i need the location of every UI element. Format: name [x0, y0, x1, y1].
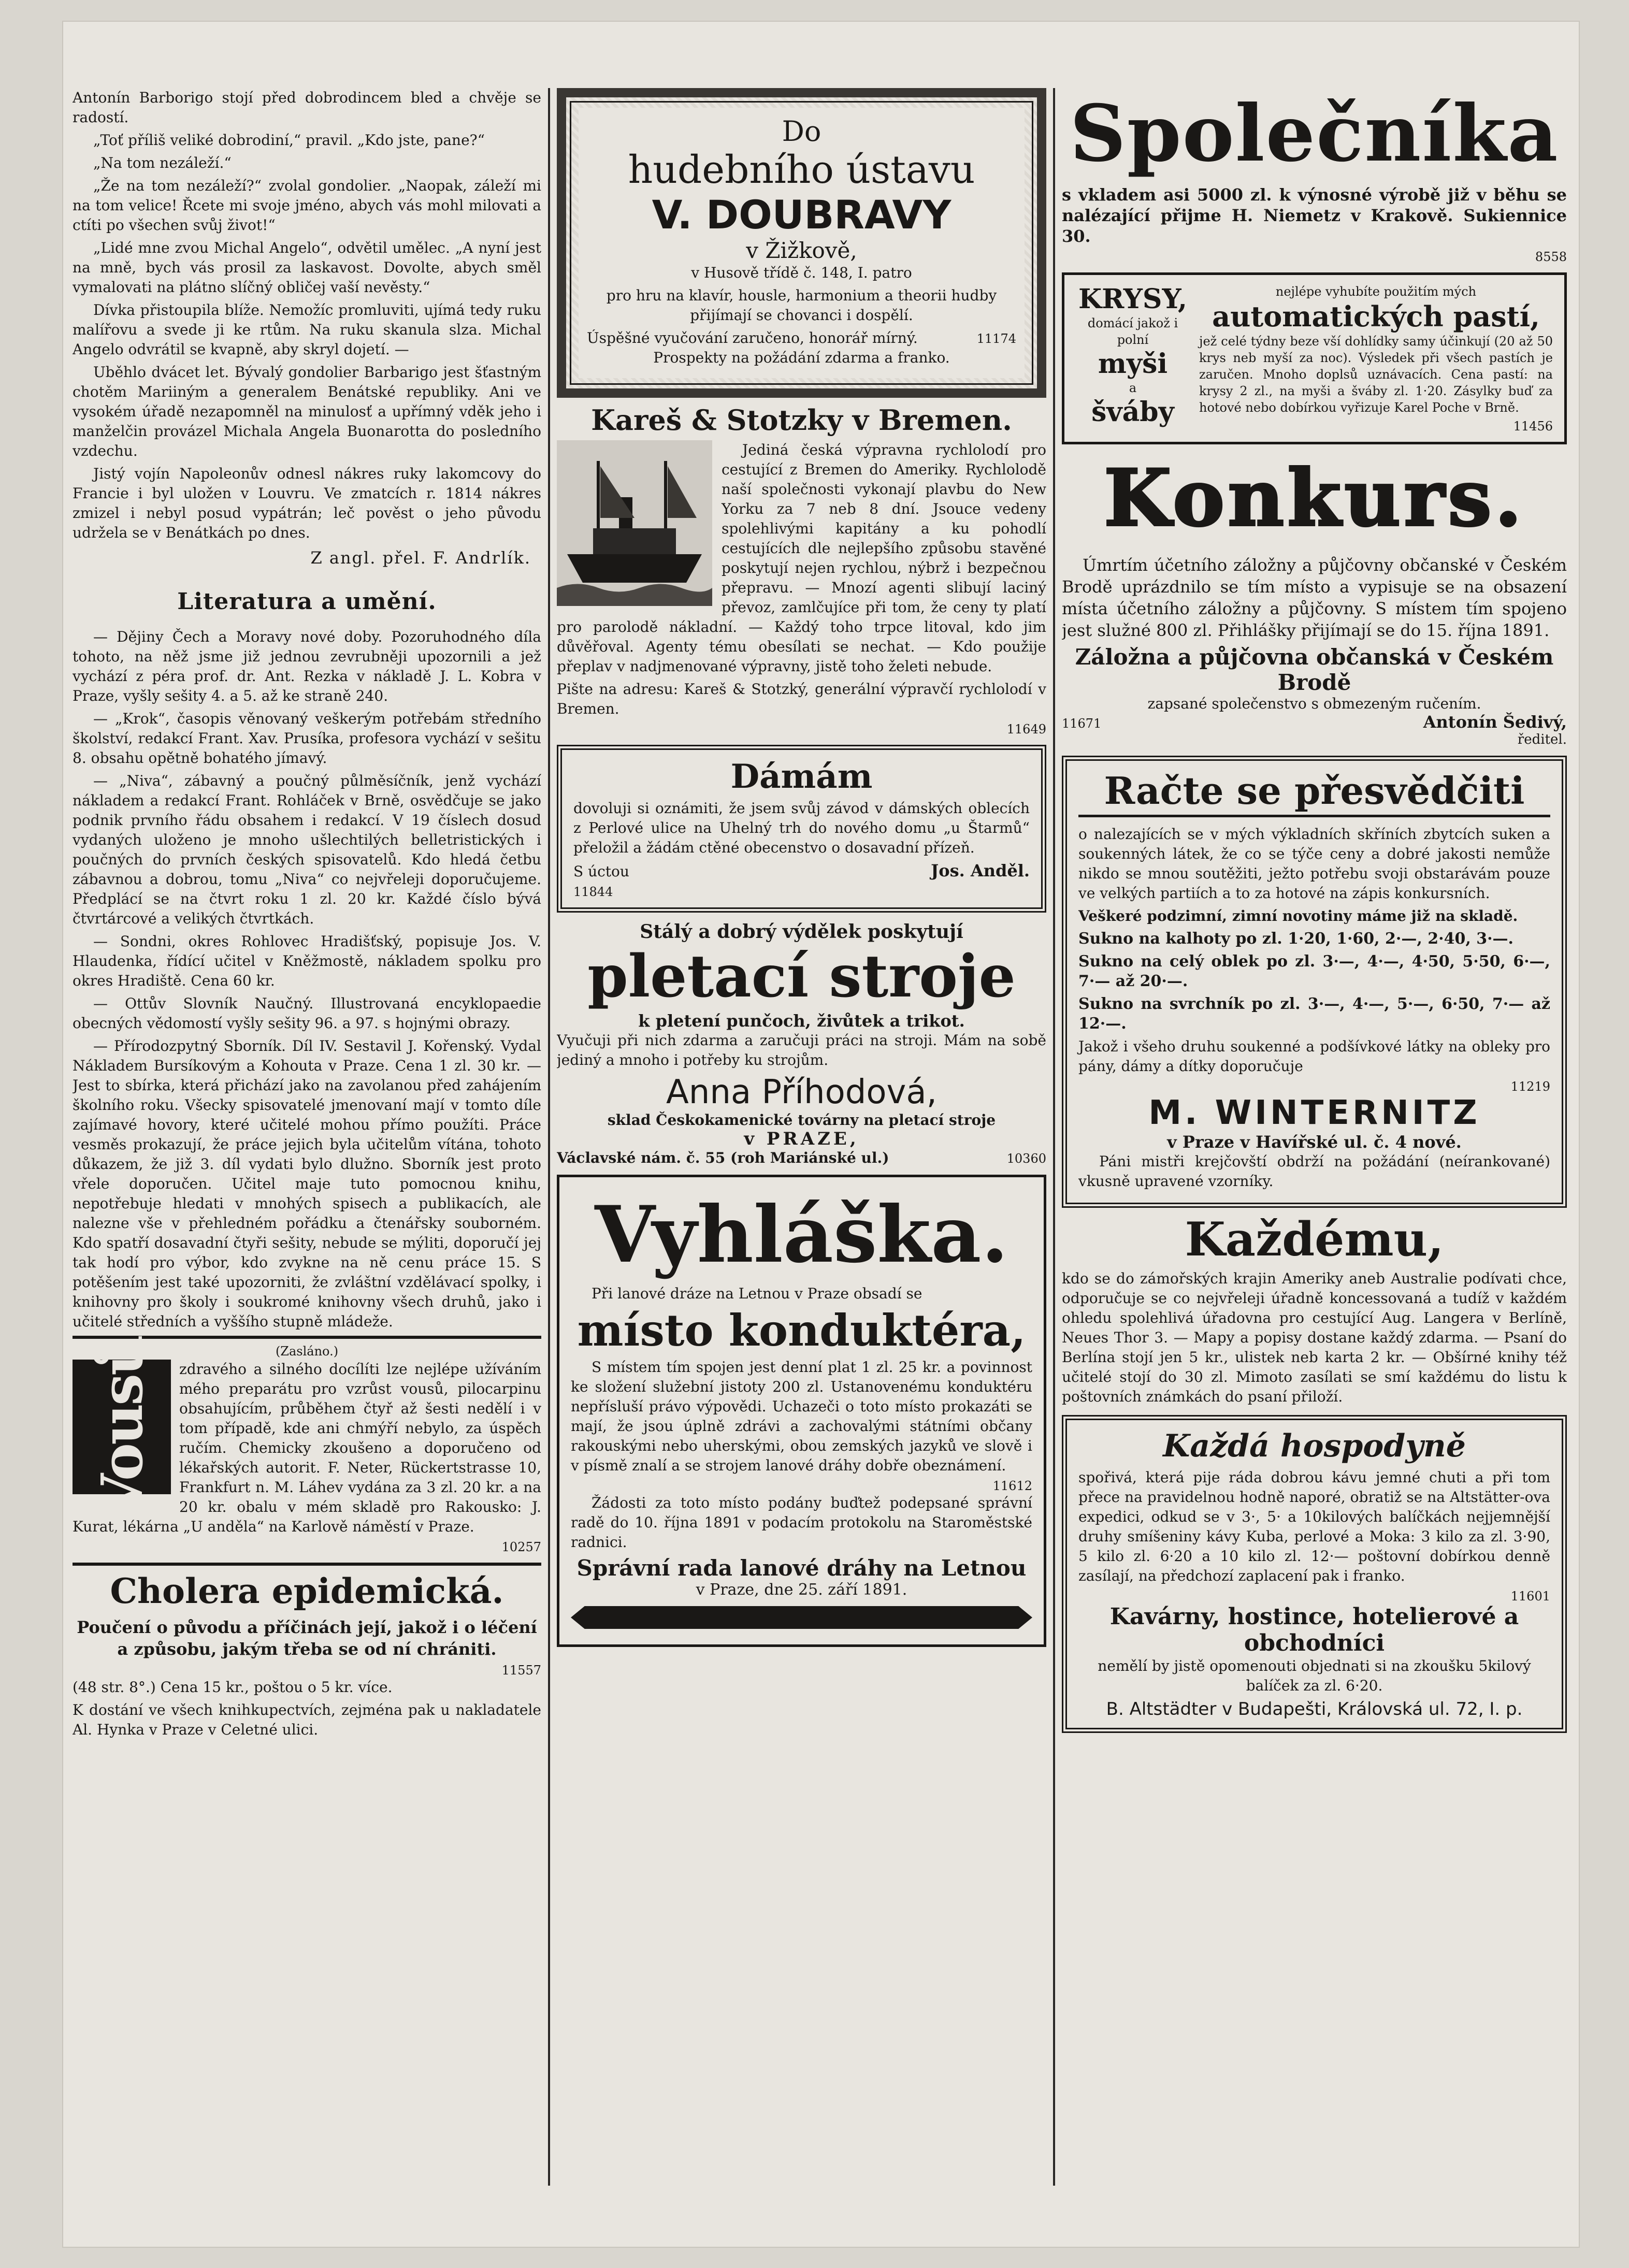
ad-signature: Jos. Anděl. — [931, 861, 1030, 880]
ad-display-word — [73, 1336, 171, 1518]
ad-krysy-body — [1076, 283, 1553, 434]
ad-text: s vkladem asi 5000 zl. k výnosné výrobě již v běhu se nalézající přijme H. Niemetz v Krakově. Sukiennice 30. — [1062, 185, 1567, 246]
ad-krysy — [1062, 272, 1567, 444]
ad-spolecnika — [1062, 88, 1567, 264]
paragraph: Dívka přistoupila blíže. Nemožíc promluviti, ujímá tedy ruku malířovu a svede ji ke rtům. Na ruku skanula slza. Michal Angelo odvrátil se kvapně, aby skryl dojetí. — — [73, 301, 541, 358]
ad-text: Vyučuji při nich zdarma a zaručuji práci na stroji. Mám na sobě jediný a mnoho i potřeby ku strojům. — [557, 1032, 1046, 1068]
ad-lead-2: Veškeré podzimní, zimní novotiny máme již na skladě. — [1078, 907, 1518, 924]
column-rule — [1053, 88, 1055, 2186]
steamship-illustration — [557, 440, 712, 606]
ad-doubrava — [557, 88, 1046, 398]
ad-prospekt: Prospekty na požádání zdarma a franko. — [653, 349, 950, 366]
ad-text: spořivá, která pije ráda dobrou kávu jemné chuti a při tom přece na pravidelnou hodně naporé, obratiž se na Altstätter-ova expedici, odkud se v 3·, 5· a 10kilových balíčkách nejjemnější druhy smíšeniny kávy Kuba, perlové a Moka: 3 kilo za zl. 3·90, 5 kilo zl. 6·20 a 10 kilo zl. 12·— poštovní dobírkou denně zasílají, na předchozí zaplacení pak i franko. — [1078, 1469, 1550, 1584]
ad-title: Konkurs. — [1104, 453, 1525, 544]
ad-signed: Správní rada lanové dráhy na Letnou — [576, 1555, 1027, 1581]
translator-signature: Z angl. přel. F. Andrlík. — [310, 548, 531, 568]
ad-number: 10360 — [1006, 1151, 1046, 1166]
ad-number: 11456 — [1513, 419, 1553, 434]
ad-signature — [1423, 712, 1567, 747]
ad-note: Páni mistři krejčovští obdrží na požádání (neírankované) vkusně upravené vzorníky. — [1078, 1153, 1550, 1190]
ad-konkurs — [1062, 453, 1567, 747]
paragraph: Uběhlo dvácet let. Bývalý gondolier Barbarigo jest šťastným chotěm Mariiným a generalem Benátské republiky. Ani ve vysokém úřadě nezapomněl na minulosť a upřímný vděk jeho i manželčin provázel Michala Angela Buonarotta do posledního vzdechu. — [73, 364, 541, 459]
column-middle — [557, 88, 1046, 2186]
ad-text: kdo se do zámořských krajin Ameriky aneb Australie podívati chce, odporučuje se co nejvřeleji úřadně koncessovaná a tudíž v každém ohledu spolehlivá úřadovna pro cestující Aug. Langera v Berlíně, Neues Thor 3. — Mapy a popisy dostane každý zdarma. — Psaní do Berlína stojí jen 5 kr., ulistek neb karta 2 kr. — Obšírné knihy též učitelé stojí do 30 zl. Mimoto zasílati se smí každému do listu k poštovních známkách do psaní přiloží. — [1062, 1270, 1567, 1405]
ad-title: Cholera epidemická. — [110, 1571, 504, 1611]
ad-price: (48 str. 8°.) Cena 15 kr., poštou o 5 kr. více. — [73, 1679, 393, 1696]
paragraph: Jistý vojín Napoleonův odnesl nákres ruky lakomcovy do Francie i byl uložen v Louvru. Ve zmatcích r. 1814 nákres zmizel i nebyl posud vypátrán; leč pověst o jeho původu udržela se v Benátkách po dnes. — [73, 465, 541, 541]
ad-number: 11557 — [501, 1663, 541, 1678]
ad-address: v Praze v Havířské ul. č. 4 nové. — [1167, 1132, 1462, 1152]
word-krysy: KRYSY, — [1078, 283, 1187, 315]
ad-sub: k pletení punčoch, živůtek a trikot. — [638, 1011, 965, 1031]
ad-address: v Husově třídě č. 148, I. patro — [691, 264, 912, 281]
ad-name: Anna Příhodová, — [666, 1073, 937, 1111]
paragraph: — „Krok“, časopis věnovaný veškerým potřebám středního školství, redakcí Frant. Xav. Prusíka, profesora vychází v sešitu 8. obsahu opětně bohatého jímavý. — [73, 710, 541, 767]
section-title: Literatura a umění. — [177, 588, 437, 615]
ad-text-2: nemělí by jistě opomenouti objednati si na zkoušku 5kilový balíček za zl. 6·20. — [1098, 1657, 1531, 1694]
ad-damam — [557, 745, 1046, 913]
ad-text: dovoluji si oznámiti, že jsem svůj závod v dámských oblecích z Perlové ulice na Uhelný trh do nového domu „u Štarmů“ přeložil a žádám ctěné obecenstvo o dosavadní přízeň. — [573, 800, 1030, 856]
ad-name: M. WINTERNITZ — [1148, 1094, 1480, 1132]
paragraph: „Lidé mne zvou Michal Angelo“, odvětil umělec. „A nyní jest na mně, bych vás prosil za laskavost. Dovolte, abych směl vymalovati na plátno slíčný obličej vaší nevěsty.“ — [73, 239, 541, 296]
ad-title: Vyhláška. — [595, 1189, 1008, 1280]
ad-number: 11671 — [1062, 716, 1102, 731]
ad-title: Každému, — [1185, 1212, 1444, 1267]
ad-lead: Stálý a dobrý výdělek poskytují — [640, 921, 963, 943]
ad-title: hudebního ústavu — [628, 148, 975, 192]
ad-date: v Praze, dne 25. září 1891. — [696, 1581, 907, 1599]
ad-title: Společníka — [1070, 88, 1559, 179]
ad-title: Kareš & Stotzky v Bremen. — [591, 403, 1012, 437]
column-left — [73, 88, 541, 2186]
column-rule — [548, 88, 550, 2186]
price-item: Sukno na celý oblek po zl. 3·—, 4·—, 4·50, 5·50, 6·—, 7·— až 20·—. — [1078, 952, 1550, 990]
ad-address: B. Altstädter v Budapešti, Královská ul. 72, I. p. — [1106, 1699, 1523, 1720]
ad-greeting: S úctou — [573, 863, 629, 880]
paragraph: — Přírodozpytný Sborník. Díl IV. Sestavil J. Kořenský. Vydal Nákladem Bursíkovým a Kohouta v Praze. Cena 1 zl. 30 kr. — Jest to sbírka, která přichází jako na zavolanou před zahájením školního roku. Všecky spisovatelé jmenovaní mají v tomto díle zajímavé hovory, které učitelé mohou přímo použíti. Práce vesměs prokazují, že práce jejich byla učitelům vítána, tohoto důkazem, že již 3. díl vydati bylo dlužno. Sborník jest proto vřele doporučen. Učitel maje tuto pomocnou knihu, nepotřebuje hledati v mnohých spisech a publikacích, ale nalezne vše v přehledném pořádku a čtenářsky souborném. Kdo spatří dosavadní čtyři sešity, nebude se mýliti, doporučí jej tak hodí pro výbor, kdo zvykne na ně cenu práce 15. S potěšením jest také upozorniti, že zvláštní vzdělávací spolky, i knihovny pro školy i soukromé knihovny všech druhů, jako i učitelé středních a vyššího stupně mládeže. — [73, 1037, 541, 1330]
ad-header: (Zasláno.) — [275, 1344, 339, 1359]
divider — [73, 1563, 541, 1566]
paragraph: „Že na tom nezáleží?“ zvolal gondolier. „Naopak, záleží mi na tom velice! Řcete mi svoje jméno, abych vás mohl milovati a ctíti po všechen svůj život!“ — [73, 177, 541, 234]
ad-role: ředitel. — [1517, 732, 1567, 747]
ad-number: 11219 — [1510, 1079, 1550, 1094]
ad-place: v Žižkově, — [746, 238, 857, 263]
paragraph: „Na tom nezáleží.“ — [93, 154, 232, 171]
ad-address: Václavské nám. č. 55 (roh Mariánské ul.) — [557, 1149, 889, 1166]
ad-org: Záložna a půjčovna občanská v Českém Brodě — [1075, 644, 1554, 695]
paragraph: Antonín Barborigo stojí před dobrodincem bled a chvěje se radostí. — [73, 89, 541, 126]
decorative-band — [571, 1606, 1032, 1629]
ad-signature-row — [1062, 712, 1567, 747]
word-mysi: myši — [1098, 348, 1168, 380]
ad-number: 11844 — [573, 885, 613, 899]
ad-number: 11174 — [976, 331, 1016, 346]
ad-where: K dostání ve všech knihkupectvích, zejména pak u nakladatele Al. Hynka v Praze v Celetné ulici. — [73, 1701, 541, 1738]
word-a: a — [1129, 381, 1137, 395]
ad-cholera — [73, 1571, 541, 1740]
ad-name: V. DOUBRAVY — [652, 192, 952, 238]
ad-text: Úmrtím účetního záložny a půjčovny občanské v Českém Brodě uprázdnilo se tím místo a vypisuje se na obsazení místa účetního záložny a půjčovny. S místem tím spojeno jest služné 800 zl. Přihlášky přijímají se do 15. října 1891. — [1062, 555, 1567, 640]
column-right — [1062, 88, 1567, 2186]
ad-lead: Poučení o původu a příčinách její, jakož i o léčení a způsobu, jakým třeba se od ní chrániti. — [77, 1617, 537, 1659]
ad-big: pletací stroje — [587, 943, 1016, 1010]
ad-text-2: Jakož i všeho druhu soukenné a podšívkové látky na obleky pro pány, dámy a dítky doporučuje — [1078, 1038, 1550, 1075]
ad-guarantee: Úspěšné vyučování zaručeno, honorář mírný. — [587, 329, 918, 346]
ad-text: zdravého a silného docílíti lze nejlépe užíváním mého preparátu pro vzrůst vousů, pilocarpinu obsahujícím, průběhem čtyř až šesti nedělí i v tom případě, kde ani chmýří nebylo, za úspěch ručím. Chemicky zkoušeno a doporučeno od lékařských autorit. F. Neter, Rückertstrasse 10, Frankfurt n. M. Láhev vydána za 3 zl. 20 kr. a na 20 kr. obalu v mém skladě pro Rakousko: J. Kurat, lékárna „U anděla“ na Karlově náměstí v Praze. — [73, 1361, 541, 1535]
paragraph: — Dějiny Čech a Moravy nové doby. Pozoruhodného díla tohoto, na něž jsme již jednou zevrubněji upozornili a jež vychází z péra prof. dr. Ant. Rezka v nákladě J. L. Kobra v Praze, vyšly sešity 4. a 5. až ke straně 240. — [73, 628, 541, 704]
ad-text: S místem tím spojen jest denní plat 1 zl. 25 kr. a povinnost ke složení služební jistoty 200 zl. Ustanovenému konduktéru nepřísluší právo výpovědi. Uchazeči o toto místo prokazáti se mají, že jsou úplně zdrávi a zachovalými státními občany rakouskými nebo uherskými, obou zemských jazyků ve slově i v písmě znalí a se strojem lanové dráhy dobře obeznámení. — [571, 1359, 1032, 1474]
paragraph: — Sondni, okres Rohlovec Hradišťský, popisuje Jos. V. Hlaudenka, řídící učitel v Kněžmostě, nákladem spolku pro okres Hradiště. Cena 60 kr. — [73, 933, 541, 989]
ad-big: automatických pastí, — [1212, 300, 1540, 333]
ad-guarantee-row — [587, 328, 1016, 348]
ad-number: 10257 — [501, 1540, 541, 1554]
paragraph: — „Niva“, zábavný a poučný půlměsíčník, jenž vychází nákladem a redakcí Frant. Rohláček v Brně, osvědčuje se jako podnik prvního řádu obsahem i redakcí. V 19 číslech dosud vydaných uloženo je mnoho ušlechtilých belletristických i poučných do prvních českých spisovatelů. Kdo hledá četbu zábavnou a dobrou, tomu „Niva“ co nejvřeleji doporučujeme. Předplácí se na čtvrt roku 1 zl. 20 kr. Každé číslo bývá čtvrtárcové a velikých čtvrtkách. — [73, 772, 541, 927]
ad-text: pro hru na klavír, housle, harmonium a theorii hudby přijímají se chovanci i dospělí. — [606, 287, 997, 324]
ad-text: Jediná česká výpravna rychlolodí pro cestující z Bremen do Ameriky. Rychlolodě naší společnosti vykonají plavbu do New Yorku za 7 neb 8 dní. Jsouce vedeny spolehlivými kapitány a ku pohodlí cestujících dle nejlepšího způsobu stavěné poskytují nejen rychlou, nýbrž i bezpečnou přepravu. — Mnozí agenti slibují laciný převoz, zamlčujíce při tom, že ceny ty platí pro parolodě nákladní. — Každý toho trpce litoval, kdo jim důvěřoval. Agenty tému obesílati se nechat. — Kdo použije přeplav v nadjmenované výpravny, jistě toho želeti nebude. — [557, 441, 1046, 675]
ad-title: Dámám — [730, 757, 873, 796]
ad-city: v PRAZE, — [744, 1129, 859, 1149]
price-item: Sukno na kalhoty po zl. 1·20, 1·60, 2·—, 2·40, 3·—. — [1078, 930, 1513, 948]
paragraph: „Toť příliš veliké dobrodiní,“ pravil. „Kdo jste, pane?“ — [93, 132, 485, 149]
ad-big: místo konduktéra, — [577, 1305, 1026, 1356]
ad-title: Každá hospodyně — [1163, 1428, 1466, 1464]
ad-vousy — [73, 1336, 541, 1554]
ad-right-text — [1199, 283, 1553, 434]
ad-org-2: zapsané společenstvo s obmezeným ručením. — [1147, 695, 1481, 712]
ad-name: Antonín Šedivý, — [1423, 712, 1567, 732]
ad-hospodyne — [1062, 1415, 1567, 1733]
ad-number: 11601 — [1510, 1589, 1550, 1604]
literature-section — [73, 627, 541, 1332]
ad-text: jež celé týdny beze vší dohlídky samy účinkují (20 až 50 krys neb myší za noc). Výsledek při všech pastích je zaručen. Mnoho doplsů uznávacích. Cena pastí: na krysy 2 zl., na myši a šváby zl. 1·20. Zásylky buď za hotové nebo dobírkou vyřizuje Karel Poche v Brně. — [1199, 334, 1553, 415]
ad-firm: sklad Českokamenické továrny na pletací stroje — [607, 1111, 996, 1129]
ad-address-row — [557, 1149, 1046, 1166]
ad-karesz — [557, 403, 1046, 736]
ad-text: o nalezajících se v mých výkladních skříních zbytcích suken a soukenných látek, že co se týče ceny a dobré jakosti nemůže nikdo se mnou soutěžiti, ježto potřebu svoji obstarávám pouze ve velkých partiích a to za hotové na zápis konkursních. — [1078, 826, 1550, 902]
ad-presvedciti — [1062, 756, 1567, 1208]
ad-vyhlaska — [557, 1175, 1046, 1647]
ad-signature-row — [573, 861, 1030, 885]
paragraph: — Ottův Slovník Naučný. Illustrovaná encyklopaedie obecných vědomostí vyšly sešity 96. a 97. s hojnými obrazy. — [73, 995, 541, 1032]
ad-number: 11649 — [1006, 722, 1046, 736]
word-svaby: šváby — [1091, 396, 1174, 428]
newspaper-page — [62, 21, 1580, 2248]
ad-lead: Při lanové dráze na Letnou v Praze obsadí se — [592, 1285, 922, 1302]
display-word: Vousů — [88, 1336, 155, 1518]
ad-pletaci — [557, 921, 1046, 1166]
price-item: Sukno na svrchník po zl. 3·—, 4·—, 5·—, 6·50, 7·— až 12·—. — [1078, 995, 1550, 1033]
ad-address: Pište na adresu: Kareš & Stotzký, generální výpravčí rychlolodí v Bremen. — [557, 681, 1046, 717]
ad-text-2: Žádosti za toto místo podány buďtež podepsané správní radě do 10. října 1891 v podacím protokolu na Staroměstské radnici. — [571, 1494, 1032, 1551]
ad-lead: nejlépe vyhubíte použitím mých — [1275, 284, 1477, 299]
story-continuation — [73, 88, 541, 568]
ad-lead: Do — [782, 115, 821, 148]
ad-kazdemu — [1062, 1212, 1567, 1407]
ad-sub: Kavárny, hostince, hotelierové a obchodníci — [1109, 1604, 1519, 1656]
ad-number: 11612 — [992, 1479, 1032, 1493]
ad-title: Račte se přesvědčiti — [1078, 772, 1550, 817]
word-domaci: domácí jakož i polní — [1087, 316, 1178, 347]
ad-number: 8558 — [1535, 250, 1567, 264]
ad-left-words — [1076, 283, 1190, 434]
